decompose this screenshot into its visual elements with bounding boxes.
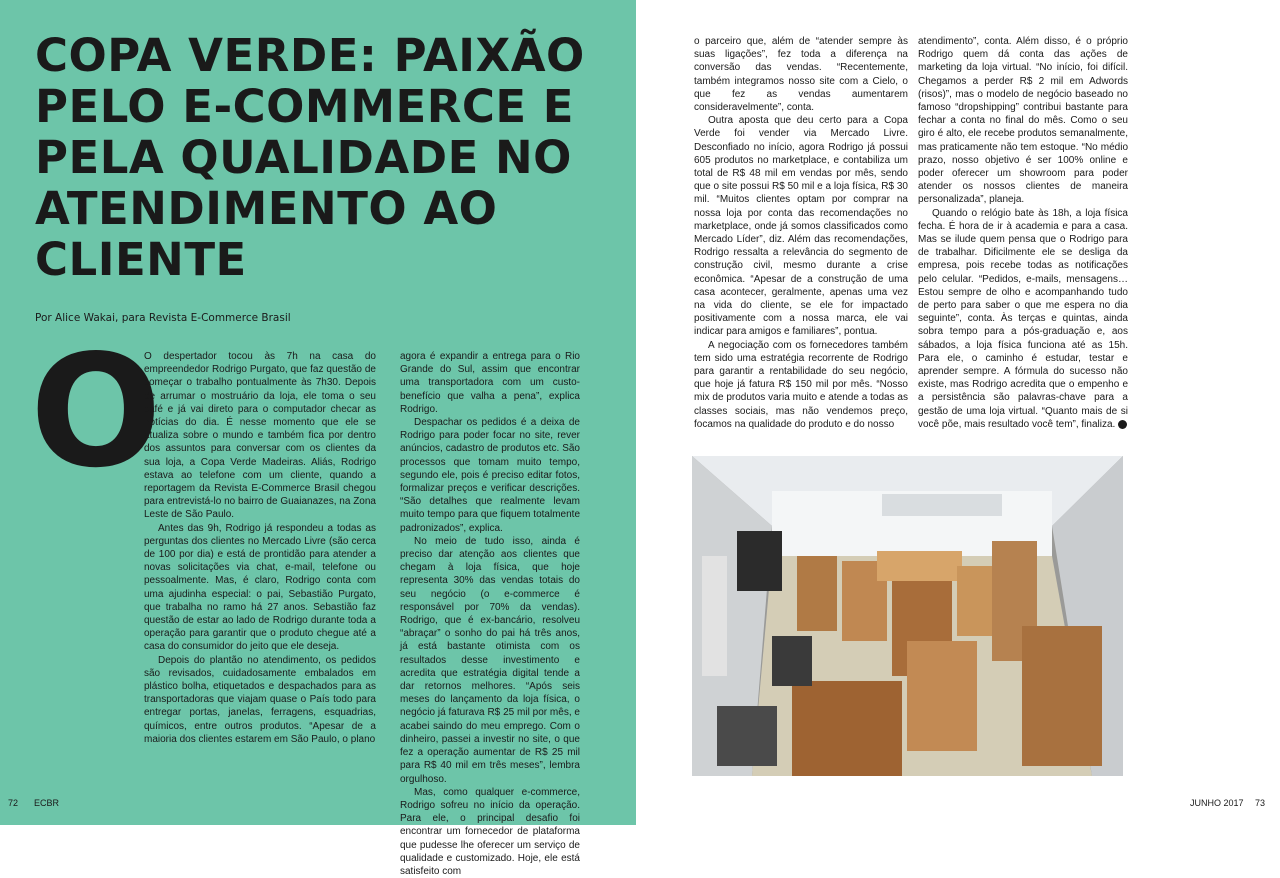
paragraph: O despertador tocou às 7h na casa do empreendedor Rodrigo Purgato, que faz questão de começar o trabalho pontualmente às 7h30. Depois de arrumar o mostruário da loja, ele toma o seu café e já vai direto para o computador checar as notícias do dia. É nesse momento que ele se atualiza sobre o mundo e também fica por dentro dos assuntos para conversar com os clientes da sua loja, a Copa Verde Madeiras. Aliás, Rodrigo estava ao telefone com um cliente, quando a reportagem da Revista E-Commerce Brasil chegou para entrevistá-lo no bairro de Guaianazes, na Zona Leste de São Paulo. <box>144 351 376 521</box>
end-of-article-icon <box>1118 420 1127 429</box>
left-page <box>0 0 636 877</box>
paragraph: Antes das 9h, Rodrigo já respondeu a todas as perguntas dos clientes no Mercado Livre (são cerca de 100 por dia) e está de prontidão para atender a novas solicitações via chat, e-mail, telefone ou pessoalmente. Mas, é claro, Rodrigo conta com uma ajudinha especial: o pai, Sebastião Purgato, que trabalha no ramo há 27 anos. Sebastião faz questão de estar ao lado de Rodrigo durante toda a operação para garantir que o produto chegue até a casa do consumidor do jeito que ele deseja. <box>144 522 376 653</box>
byline: Por Alice Wakai, para Revista E-Commerce Brasil <box>35 312 291 324</box>
text-column-1 <box>144 350 376 790</box>
paragraph: o parceiro que, além de “atender sempre às suas ligações”, fez toda a diferença na conversão das vendas. “Recentemente, também integramos nosso site com a Cielo, o que fez as vendas aumentarem consideravelmente”, conta. <box>694 36 908 114</box>
page-number-right: 73 <box>1255 798 1266 808</box>
paragraph: atendimento”, conta. Além disso, é o próprio Rodrigo quem dá conta das ações de marketing da loja virtual. “No início, foi difícil. Chegamos a perder R$ 2 mil em Adwords (risos)”, mas o modelo de negócio baseado no famoso “dropshipping” contribui bastante para fechar a conta no final do mês. Como o seu giro é alto, ele recebe produtos semanalmente, mas praticamente não tem estoque. “No médio prazo, nosso objetivo é ser 100% online e poder oferecer um showroom para poder atender os nossos clientes de maneira personalizada”, planeja. <box>918 36 1128 206</box>
paragraph: Outra aposta que deu certo para a Copa Verde foi vender via Mercado Livre. Desconfiado no início, agora Rodrigo já possui 605 produtos no marketplace, e contabiliza um total de R$ 48 mil em vendas por mês, sendo que o site possui R$ 50 mil e a loja física, R$ 30 mil. “Muitos clientes optam por comprar na nossa loja por conta das recomendações no marketplace, onde já somos classificados como Mercado Líder”, diz. Além das recomendações, Rodrigo ressalta a relevância do segmento de construção civil, mesmo durante a crise econômica. “Apesar de a construção de uma casa acontecer, geralmente, apenas uma vez na vida do cliente, se ele for impactado positivamente com a nossa marca, ele vai indicar para amigos e familiares”, pontua. <box>694 115 908 338</box>
text-column-3 <box>694 35 908 430</box>
article-title: COPA VERDE: PAIXÃO PELO E-COMMERCE E PELA QUALIDADE NO ATENDIMENTO AO CLIENTE <box>35 29 585 286</box>
folio-label-right: JUNHO 2017 <box>1190 798 1244 808</box>
paragraph: A negociação com os fornecedores também tem sido uma estratégia recorrente de Rodrigo para garantir a rentabilidade do seu negócio, que hoje já fatura R$ 150 mil por mês. “Nosso mix de produtos varia muito e atende a todas as classes sociais, mas não vendemos preço, focamos na qualidade do produto e do nosso <box>694 339 908 430</box>
text-column-4 <box>918 35 1128 430</box>
paragraph: Depois do plantão no atendimento, os pedidos são revisados, cuidadosamente embalados em plástico bolha, etiquetados e despachados para as transportadoras que viajam quase o País todo para entregar portas, janelas, ferragens, esquadrias, químicos, entre outros produtos. “Apesar de a maioria dos clientes estarem em São Paulo, o plano <box>144 654 376 745</box>
paragraph <box>918 207 1128 431</box>
paragraph: Despachar os pedidos é a deixa de Rodrigo para poder focar no site, rever anúncios, cadastro de produtos etc. São processos que tomam muito tempo, segundo ele, pois é preciso editar fotos, formalizar preços e verificar descrições. “São detalhes que realmente levam muito tempo para que fiquem totalmente padronizados”, explica. <box>400 417 580 534</box>
store-interior-illustration <box>692 456 1123 776</box>
paragraph-text: Quando o relógio bate às 18h, a loja física fecha. É hora de ir à academia e para a casa. Mas se ilude quem pensa que o Rodrigo para de trabalhar. Dificilmente ele se desliga da empresa, pois recebe todas as notificações pelo celular. “Pedidos, e-mails, mensagens… Estou sempre de olho e acompanhando tudo de perto para saber o que me espera no dia seguinte”, conta. Às terças e quintas, ainda sobra tempo para a pós-graduação e, aos sábados, a loja física funciona até as 15h. Para ele, o caminho é estudar, testar e aprender sempre. A fórmula do sucesso não existe, mas Rodrigo acredita que o empenho e a persistência são palavras-chave para a gestão de uma loja virtual. “Quanto mais de si você põe, mais resultado você tem”, finaliza. <box>918 207 1128 430</box>
text-column-2 <box>400 350 580 877</box>
paragraph: No meio de tudo isso, ainda é preciso dar atenção aos clientes que chegam à loja física, que hoje representa 30% das vendas totais do seu negócio (o e-commerce é responsável por 70% da vendas). Rodrigo, que é ex-bancário, resolveu “abraçar” o sonho do pai há três anos, já está bastante otimista com os resultados desse investimento e acredita que estratégia digital tende a dar retornos melhores. “Após seis meses do lançamento da loja física, o negócio já faturava R$ 25 mil por mês, e acabei saindo do meu emprego. Com o dinheiro, passei a investir no site, o que fez a operação aumentar de R$ 25 mil para R$ 40 mil em três meses”, lembra orgulhoso. <box>400 535 580 785</box>
paragraph: agora é expandir a entrega para o Rio Grande do Sul, assim que encontrar uma transportadora com um custo-benefício que valha a pena”, explica Rodrigo. <box>400 351 580 415</box>
folio-label-left: ECBR <box>34 798 60 808</box>
paragraph: Mas, como qualquer e-commerce, Rodrigo sofreu no início da operação. Para ele, o principal desafio foi encontrar um fornecedor de plataforma que pudesse lhe oferecer um serviço de qualidade e customizado. Hoje, ele está satisfeito com <box>400 786 580 877</box>
drop-cap: O <box>30 321 162 502</box>
store-photo <box>692 456 1123 776</box>
page-number-left: 72 <box>8 798 19 808</box>
